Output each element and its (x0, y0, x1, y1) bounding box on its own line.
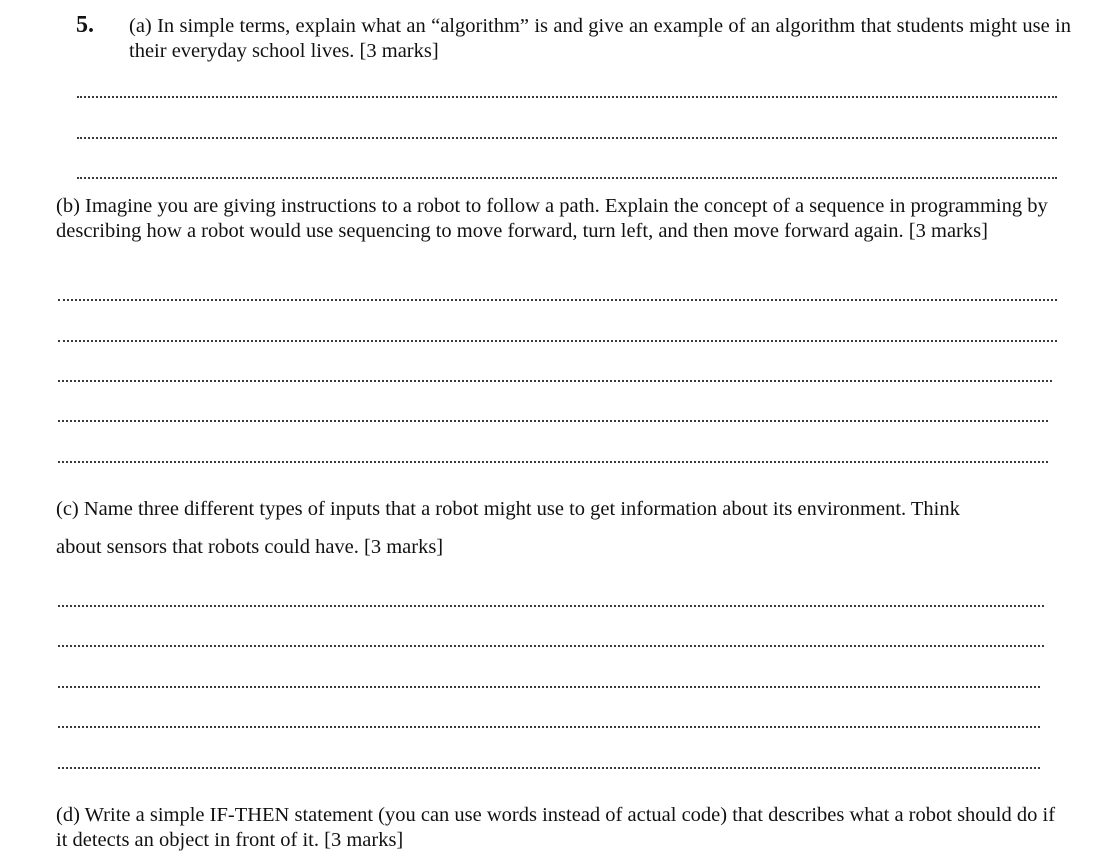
answer-line[interactable] (58, 645, 1044, 647)
answer-line[interactable] (58, 340, 1057, 342)
answer-line[interactable] (77, 177, 1057, 179)
answer-line[interactable] (58, 299, 1057, 301)
answer-line[interactable] (58, 767, 1040, 769)
question-number: 5. (76, 12, 94, 38)
answer-line[interactable] (58, 461, 1048, 463)
part-d-question: (d) Write a simple IF-THEN statement (you can use words instead of actual code) that describes what a robot should do if it detects an object in front of it. [3 marks] (56, 804, 1056, 851)
part-c-question (56, 497, 1056, 560)
answer-line[interactable] (58, 380, 1052, 382)
answer-line[interactable] (58, 420, 1048, 422)
answer-line[interactable] (77, 96, 1057, 98)
part-c-line-1: (c) Name three different types of inputs that a robot might use to get information about its environment. Think (56, 498, 960, 520)
answer-line[interactable] (77, 137, 1057, 139)
answer-line[interactable] (58, 605, 1044, 607)
part-c-line-2: about sensors that robots could have. [3 marks] (56, 536, 444, 558)
part-a-question: (a) In simple terms, explain what an “algorithm” is and give an example of an algorithm that students might use in their everyday school lives. [3 marks] (129, 15, 1071, 62)
answer-line[interactable] (58, 686, 1040, 688)
part-b-question: (b) Imagine you are giving instructions to a robot to follow a path. Explain the concept of a sequence in programming by describing how a robot would use sequencing to move forward, turn left, and then move forward again. [3 marks] (56, 195, 1048, 242)
answer-line[interactable] (58, 726, 1040, 728)
